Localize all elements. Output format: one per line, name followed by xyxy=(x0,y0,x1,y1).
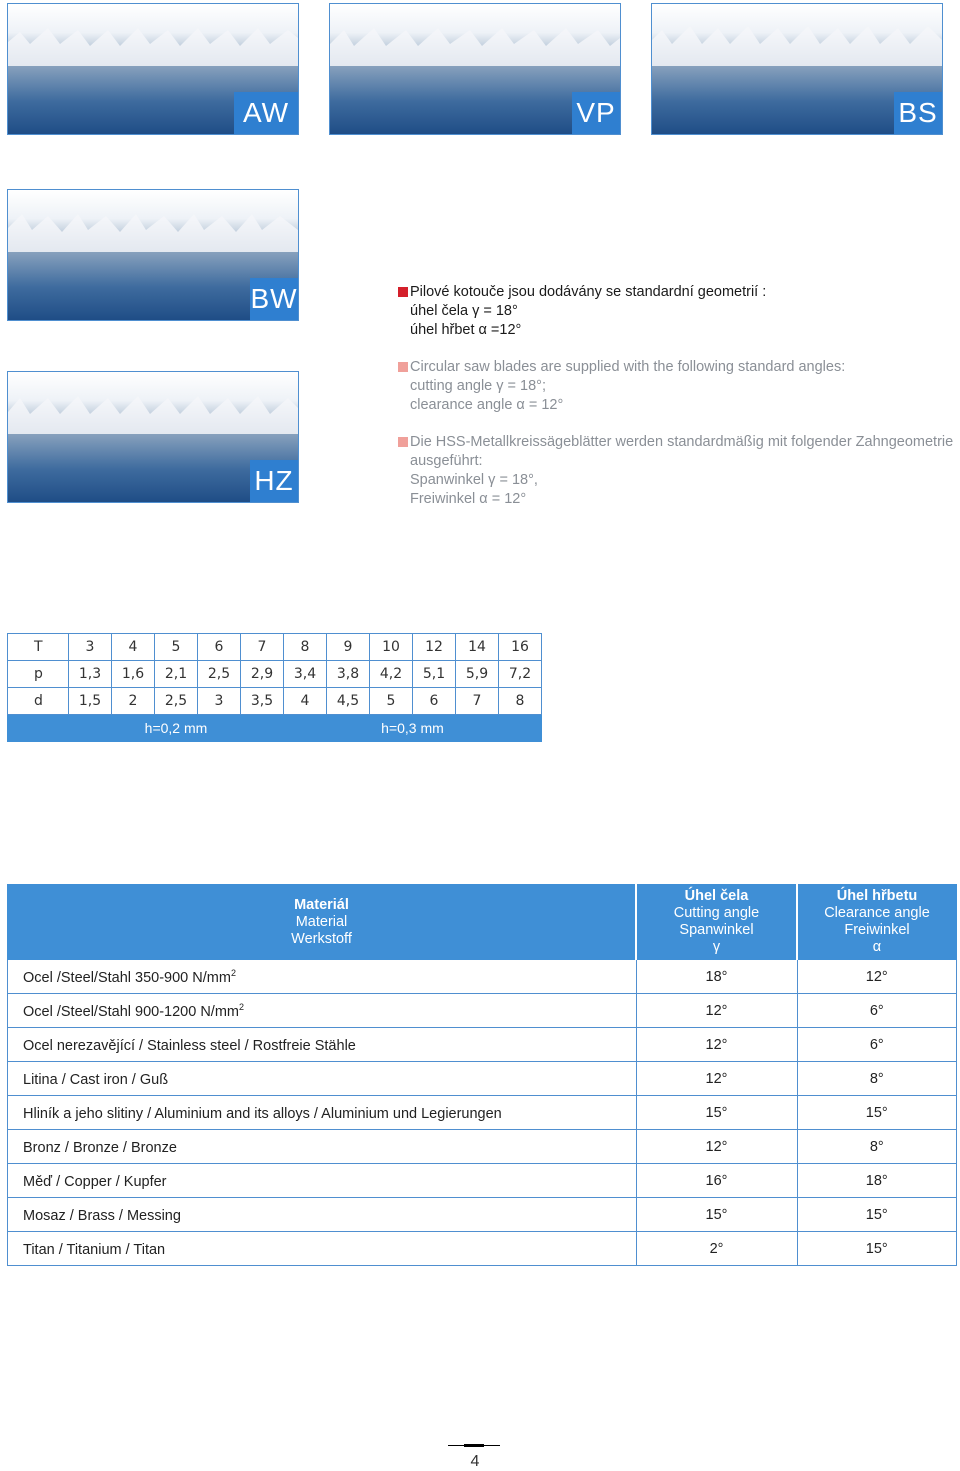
saw-tile-hz xyxy=(7,371,299,503)
material-header: Materiál Material Werkstoff xyxy=(8,885,637,960)
tooth-pitch-table xyxy=(7,633,542,742)
bullet-square xyxy=(398,362,408,372)
note-english: Circular saw blades are supplied with the following standard angles: cutting angle γ = 18°; clearance angle α = 12° xyxy=(398,358,958,415)
saw-teeth-image xyxy=(8,190,298,260)
saw-tile-vp xyxy=(329,3,621,135)
standard-geometry-notes xyxy=(398,283,958,527)
tooth-height-row xyxy=(8,715,542,742)
table-header-row xyxy=(8,885,957,960)
saw-teeth-image xyxy=(330,4,620,74)
bullet-square xyxy=(398,287,408,297)
material-angle-table xyxy=(7,884,957,1266)
table-row: Bronz / Bronze / Bronze 12° 8° xyxy=(8,1130,957,1164)
bullet-square xyxy=(398,437,408,447)
saw-teeth-image xyxy=(8,372,298,442)
tooth-height-small: h=0,2 mm xyxy=(69,715,284,742)
table-row: d 1,5 2 2,5 3 3,5 4 4,5 5 6 7 8 xyxy=(8,688,542,715)
table-row: Hliník a jeho slitiny / Aluminium and its alloys / Aluminium und Legierungen 15° 15° xyxy=(8,1096,957,1130)
saw-teeth-image xyxy=(8,4,298,74)
saw-tile-bw xyxy=(7,189,299,321)
row-label: d xyxy=(8,688,69,715)
row-label: p xyxy=(8,661,69,688)
table-row: p 1,3 1,6 2,1 2,5 2,9 3,4 3,8 4,2 5,1 5,9 7,2 xyxy=(8,661,542,688)
table-row: Ocel /Steel/Stahl 900-1200 $N/mm^2$ 12° 6° xyxy=(8,994,957,1028)
table-row: Ocel nerezavějící / Stainless steel / Rostfreie Stähle 12° 6° xyxy=(8,1028,957,1062)
tile-code: BW xyxy=(250,278,298,320)
page-mark xyxy=(464,1444,484,1447)
saw-tile-aw xyxy=(7,3,299,135)
table-row: Litina / Cast iron / Guß 12° 8° xyxy=(8,1062,957,1096)
page-number: 4 xyxy=(470,1453,480,1470)
clearance-angle-header: Úhel hřbetu Clearance angle Freiwinkel α xyxy=(797,885,957,960)
note-german: Die HSS-Metallkreissägeblätter werden standardmäßig mit folgender Zahngeometrie ausgeführt: Spanwinkel γ = 18°, Freiwinkel α = 12° xyxy=(398,433,958,509)
table-row: Titan / Titanium / Titan 2° 15° xyxy=(8,1232,957,1266)
cutting-angle-header: Úhel čela Cutting angle Spanwinkel γ xyxy=(636,885,797,960)
saw-teeth-image xyxy=(652,4,942,74)
table-row: T 3 4 5 6 7 8 9 10 12 14 16 xyxy=(8,634,542,661)
tile-code: HZ xyxy=(250,460,298,502)
row-label: T xyxy=(8,634,69,661)
tile-code: AW xyxy=(234,92,298,134)
table-row: Ocel /Steel/Stahl 350-900 $N/mm^2$ 18° 12° xyxy=(8,960,957,994)
tile-code: VP xyxy=(572,92,620,134)
table-row: Měď / Copper / Kupfer 16° 18° xyxy=(8,1164,957,1198)
tile-code: BS xyxy=(894,92,942,134)
tooth-height-large: h=0,3 mm xyxy=(284,715,542,742)
note-czech: Pilové kotouče jsou dodávány se standardní geometrií : úhel čela γ = 18° úhel hřbet α =12° xyxy=(398,283,958,340)
saw-tile-bs xyxy=(651,3,943,135)
table-row: Mosaz / Brass / Messing 15° 15° xyxy=(8,1198,957,1232)
